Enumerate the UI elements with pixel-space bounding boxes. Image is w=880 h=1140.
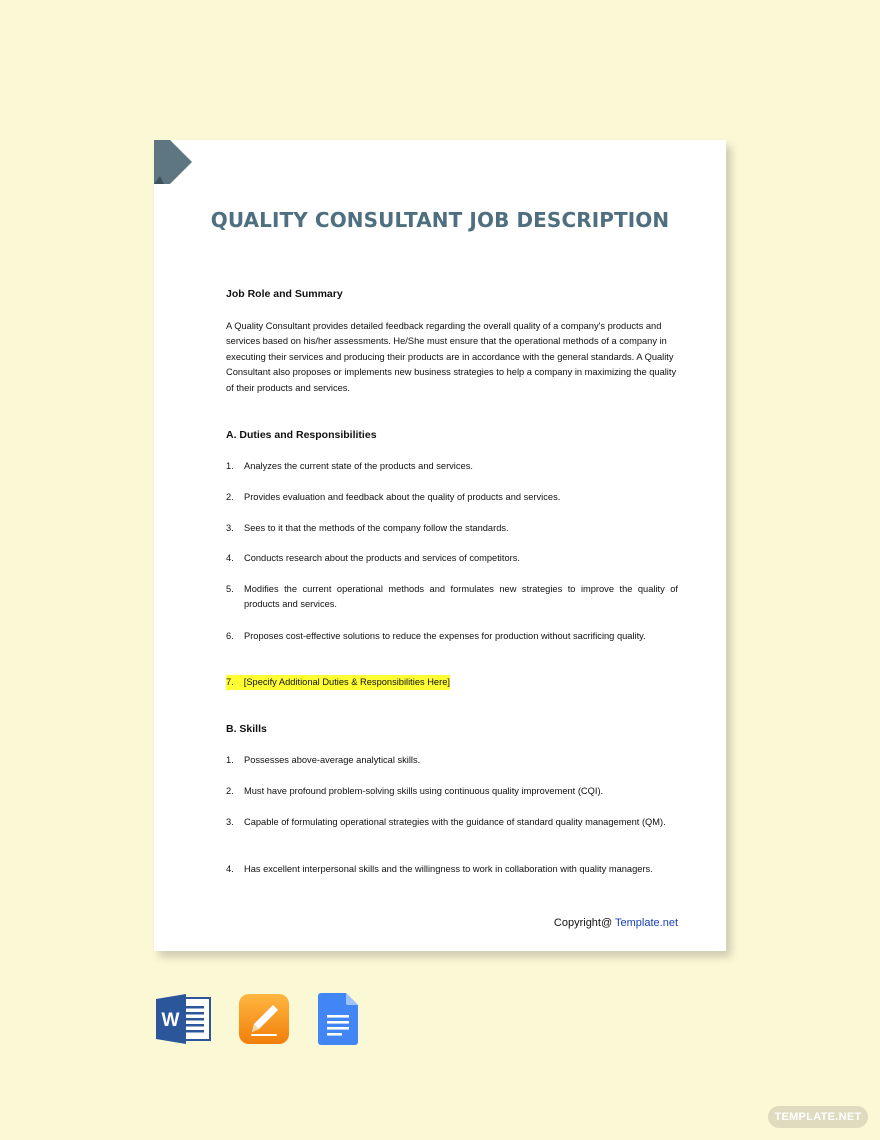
duty-item — [226, 582, 678, 613]
duty-placeholder-highlight — [226, 675, 450, 690]
duty-number: 6. — [226, 631, 234, 641]
skill-text: Has excellent interpersonal skills and the willingness to work in collaboration with quality managers. — [244, 864, 653, 874]
skills-heading: B. Skills — [226, 723, 267, 735]
copyright-link[interactable]: Template.net — [615, 917, 678, 929]
corner-ribbon-decoration — [154, 140, 194, 186]
duty-number: 5. — [226, 584, 234, 594]
duty-item — [226, 490, 678, 505]
summary-heading: Job Role and Summary — [226, 288, 343, 300]
skill-item — [226, 862, 678, 877]
duty-text: Proposes cost-effective solutions to reduce the expenses for production without sacrificing quality. — [244, 631, 646, 641]
svg-text:W: W — [161, 1010, 180, 1031]
duty-text: [Specify Additional Duties & Responsibilities Here] — [243, 677, 450, 687]
summary-paragraph: A Quality Consultant provides detailed feedback regarding the overall quality of a company's products and services based on his/her assessments. He/She must ensure that the operational methods of a company in executing their services and producing their products are in accordance with the general standards. A Quality Consultant also proposes or implements new business strategies to help a company in maximizing the quality of their products and services. — [226, 321, 677, 393]
duty-number: 4. — [226, 553, 234, 563]
duty-number: 7. — [226, 677, 234, 687]
skill-item — [226, 753, 678, 768]
word-icon[interactable] — [156, 994, 212, 1044]
duty-text: Analyzes the current state of the products and services. — [244, 461, 473, 471]
duty-item — [226, 629, 678, 644]
template-net-badge[interactable]: TEMPLATE.NET — [768, 1106, 868, 1128]
duty-item — [226, 551, 678, 566]
duty-text: Sees to it that the methods of the company follow the standards. — [244, 523, 509, 533]
duty-text: Conducts research about the products and services of competitors. — [244, 553, 520, 563]
duty-text: Provides evaluation and feedback about the quality of products and services. — [244, 492, 561, 502]
duties-heading: A. Duties and Responsibilities — [226, 429, 377, 441]
duty-item-placeholder — [226, 675, 450, 690]
skill-text: Must have profound problem-solving skills using continuous quality improvement (CQI). — [244, 786, 604, 796]
google-docs-icon[interactable] — [318, 993, 358, 1045]
copyright-label: Copyright@ — [553, 917, 616, 929]
skill-text: Possesses above-average analytical skills. — [244, 755, 421, 765]
skill-number: 3. — [226, 817, 234, 827]
document-title: QUALITY CONSULTANT JOB DESCRIPTION — [210, 208, 670, 232]
skill-item — [226, 784, 678, 799]
duty-item — [226, 459, 678, 474]
duty-number: 3. — [226, 523, 234, 533]
duty-number: 2. — [226, 492, 234, 502]
pages-icon[interactable] — [238, 993, 290, 1045]
skill-number: 4. — [226, 864, 234, 874]
document-page — [154, 140, 726, 951]
skill-item — [226, 815, 678, 830]
skill-number: 1. — [226, 755, 234, 765]
skill-number: 2. — [226, 786, 234, 796]
copyright-line — [554, 917, 678, 929]
duty-item — [226, 521, 678, 536]
skill-text: Capable of formulating operational strategies with the guidance of standard quality management (QM). — [244, 817, 666, 827]
duty-text: Modifies the current operational methods and formulates new strategies to improve the quality of products and services. — [244, 584, 678, 610]
duty-number: 1. — [226, 461, 234, 471]
